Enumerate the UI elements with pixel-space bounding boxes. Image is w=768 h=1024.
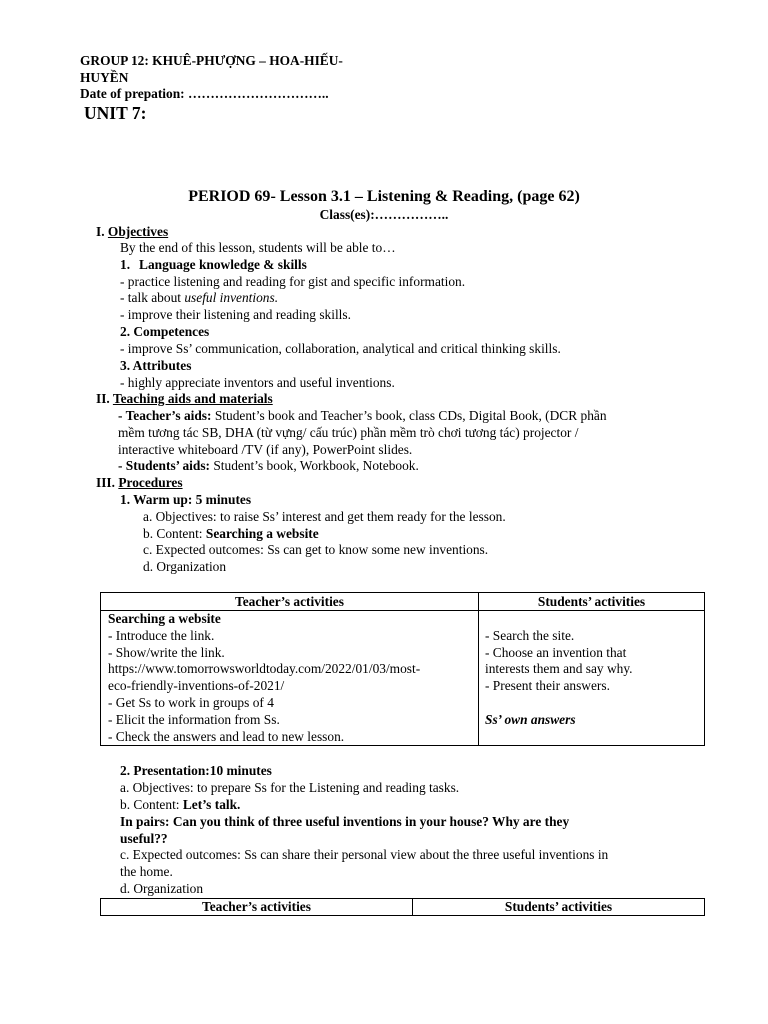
lesson-title: - Lesson 3.1 – Listening & Reading, (page 62) xyxy=(270,188,580,205)
presentation-objectives: a. Objectives: to prepare Ss for the Listening and reading tasks. xyxy=(120,780,460,795)
website-link[interactable]: https://www.tomorrowsworldtoday.com/2022/01/03/most- xyxy=(108,661,421,677)
teacher-activity: - Get Ss to work in groups of 4 xyxy=(108,694,274,710)
teacher-aids-line: - Teacher’s aids: Student’s book and Teacher’s book, class CDs, Digital Book, (DCR phần xyxy=(118,408,607,423)
presentation-content: b. Content: Let’s talk. xyxy=(120,797,241,812)
aids-title: Teaching aids and materials xyxy=(112,391,273,406)
students-activities-header: Students’ activities xyxy=(413,899,705,916)
objective-item: - improve their listening and reading skills. xyxy=(120,307,351,322)
procedures-heading xyxy=(96,475,183,492)
students-own-answers: Ss’ own answers xyxy=(485,711,576,727)
teacher-activities-cell xyxy=(101,611,479,746)
group-line-1: GROUP 12: KHUÊ-PHƯỢNG – HOA-HIẾU- xyxy=(80,53,343,68)
teacher-activities-header: Teacher’s activities xyxy=(101,899,413,916)
pair-question: In pairs: Can you think of three useful inventions in your house? Why are they xyxy=(120,814,570,829)
teacher-aids-label: - Teacher’s aids: xyxy=(118,408,212,423)
language-skills-title: Language knowledge & skills xyxy=(139,257,307,272)
procedures-num: III. xyxy=(96,475,115,490)
attributes-heading: 3. Attributes xyxy=(120,358,192,373)
language-skills-heading xyxy=(120,257,307,274)
attributes-item: - highly appreciate inventors and useful inventions. xyxy=(120,375,395,390)
objectives-title: Objectives xyxy=(107,224,169,239)
aids-heading xyxy=(96,391,273,408)
date-of-preparation: Date of prepation: ………………………….. xyxy=(80,86,329,101)
student-activity: - Choose an invention that xyxy=(485,644,627,660)
student-activity: interests them and say why. xyxy=(485,661,633,677)
procedures-title: Procedures xyxy=(118,475,183,490)
aids-num: II. xyxy=(96,391,110,406)
teacher-cell-title: Searching a website xyxy=(108,611,221,626)
teacher-activity: - Check the answers and lead to new lesson. xyxy=(108,728,345,744)
language-skills-num: 1. xyxy=(120,257,131,272)
teacher-activity: - Show/write the link. xyxy=(108,644,225,660)
presentation-activities-table xyxy=(100,898,705,916)
teacher-activities-header: Teacher’s activities xyxy=(101,593,479,611)
student-activity: - Present their answers. xyxy=(485,678,610,694)
students-activities-header: Students’ activities xyxy=(479,593,705,611)
warmup-objectives: a. Objectives: to raise Ss’ interest and get them ready for the lesson. xyxy=(143,509,506,524)
group-line-2: HUYỀN xyxy=(80,70,129,85)
presentation-heading: 2. Presentation:10 minutes xyxy=(120,763,272,778)
competences-item: - improve Ss’ communication, collaboration, analytical and critical thinking skills. xyxy=(120,341,561,356)
presentation-outcomes: c. Expected outcomes: Ss can share their personal view about the three useful inventions in xyxy=(120,847,609,862)
warmup-heading: 1. Warm up: 5 minutes xyxy=(120,492,252,507)
website-link[interactable]: eco-friendly-inventions-of-2021/ xyxy=(108,678,285,694)
useful-inventions-italic: useful inventions. xyxy=(184,290,279,305)
objectives-heading xyxy=(96,224,168,241)
teacher-aids-line: mềm tương tác SB, DHA (từ vựng/ cấu trúc) phần mềm trò chơi tương tác) projector / xyxy=(118,425,579,440)
student-activity: - Search the site. xyxy=(485,627,575,643)
presentation-outcomes: the home. xyxy=(120,864,173,879)
students-aids-line: - Students’ aids: Student’s book, Workbook, Notebook. xyxy=(118,458,419,473)
period-number: PERIOD 69 xyxy=(188,188,271,205)
pair-question: useful?? xyxy=(120,831,168,846)
warmup-content: b. Content: Searching a website xyxy=(143,526,319,541)
objectives-intro: By the end of this lesson, students will be able to… xyxy=(120,240,396,255)
period-title xyxy=(0,187,768,206)
teacher-activity: - Elicit the information from Ss. xyxy=(108,711,280,727)
warmup-organization: d. Organization xyxy=(143,559,227,574)
classes-line: Class(es):…………….. xyxy=(319,207,449,222)
teacher-aids-line: interactive whiteboard /TV (if any), PowerPoint slides. xyxy=(118,442,413,457)
objective-item: - talk about useful inventions. xyxy=(120,290,279,305)
warmup-activities-table xyxy=(100,592,705,746)
warmup-outcomes: c. Expected outcomes: Ss can get to know some new inventions. xyxy=(143,542,489,557)
objective-item: - practice listening and reading for gist and specific information. xyxy=(120,274,466,289)
students-activities-cell xyxy=(479,611,705,746)
teacher-activity: - Introduce the link. xyxy=(108,627,215,643)
students-aids-label: - Students’ aids: xyxy=(118,458,211,473)
presentation-organization: d. Organization xyxy=(120,881,204,896)
objectives-num: I. xyxy=(96,224,105,239)
unit-title: UNIT 7: xyxy=(84,103,147,123)
competences-heading: 2. Competences xyxy=(120,324,210,339)
